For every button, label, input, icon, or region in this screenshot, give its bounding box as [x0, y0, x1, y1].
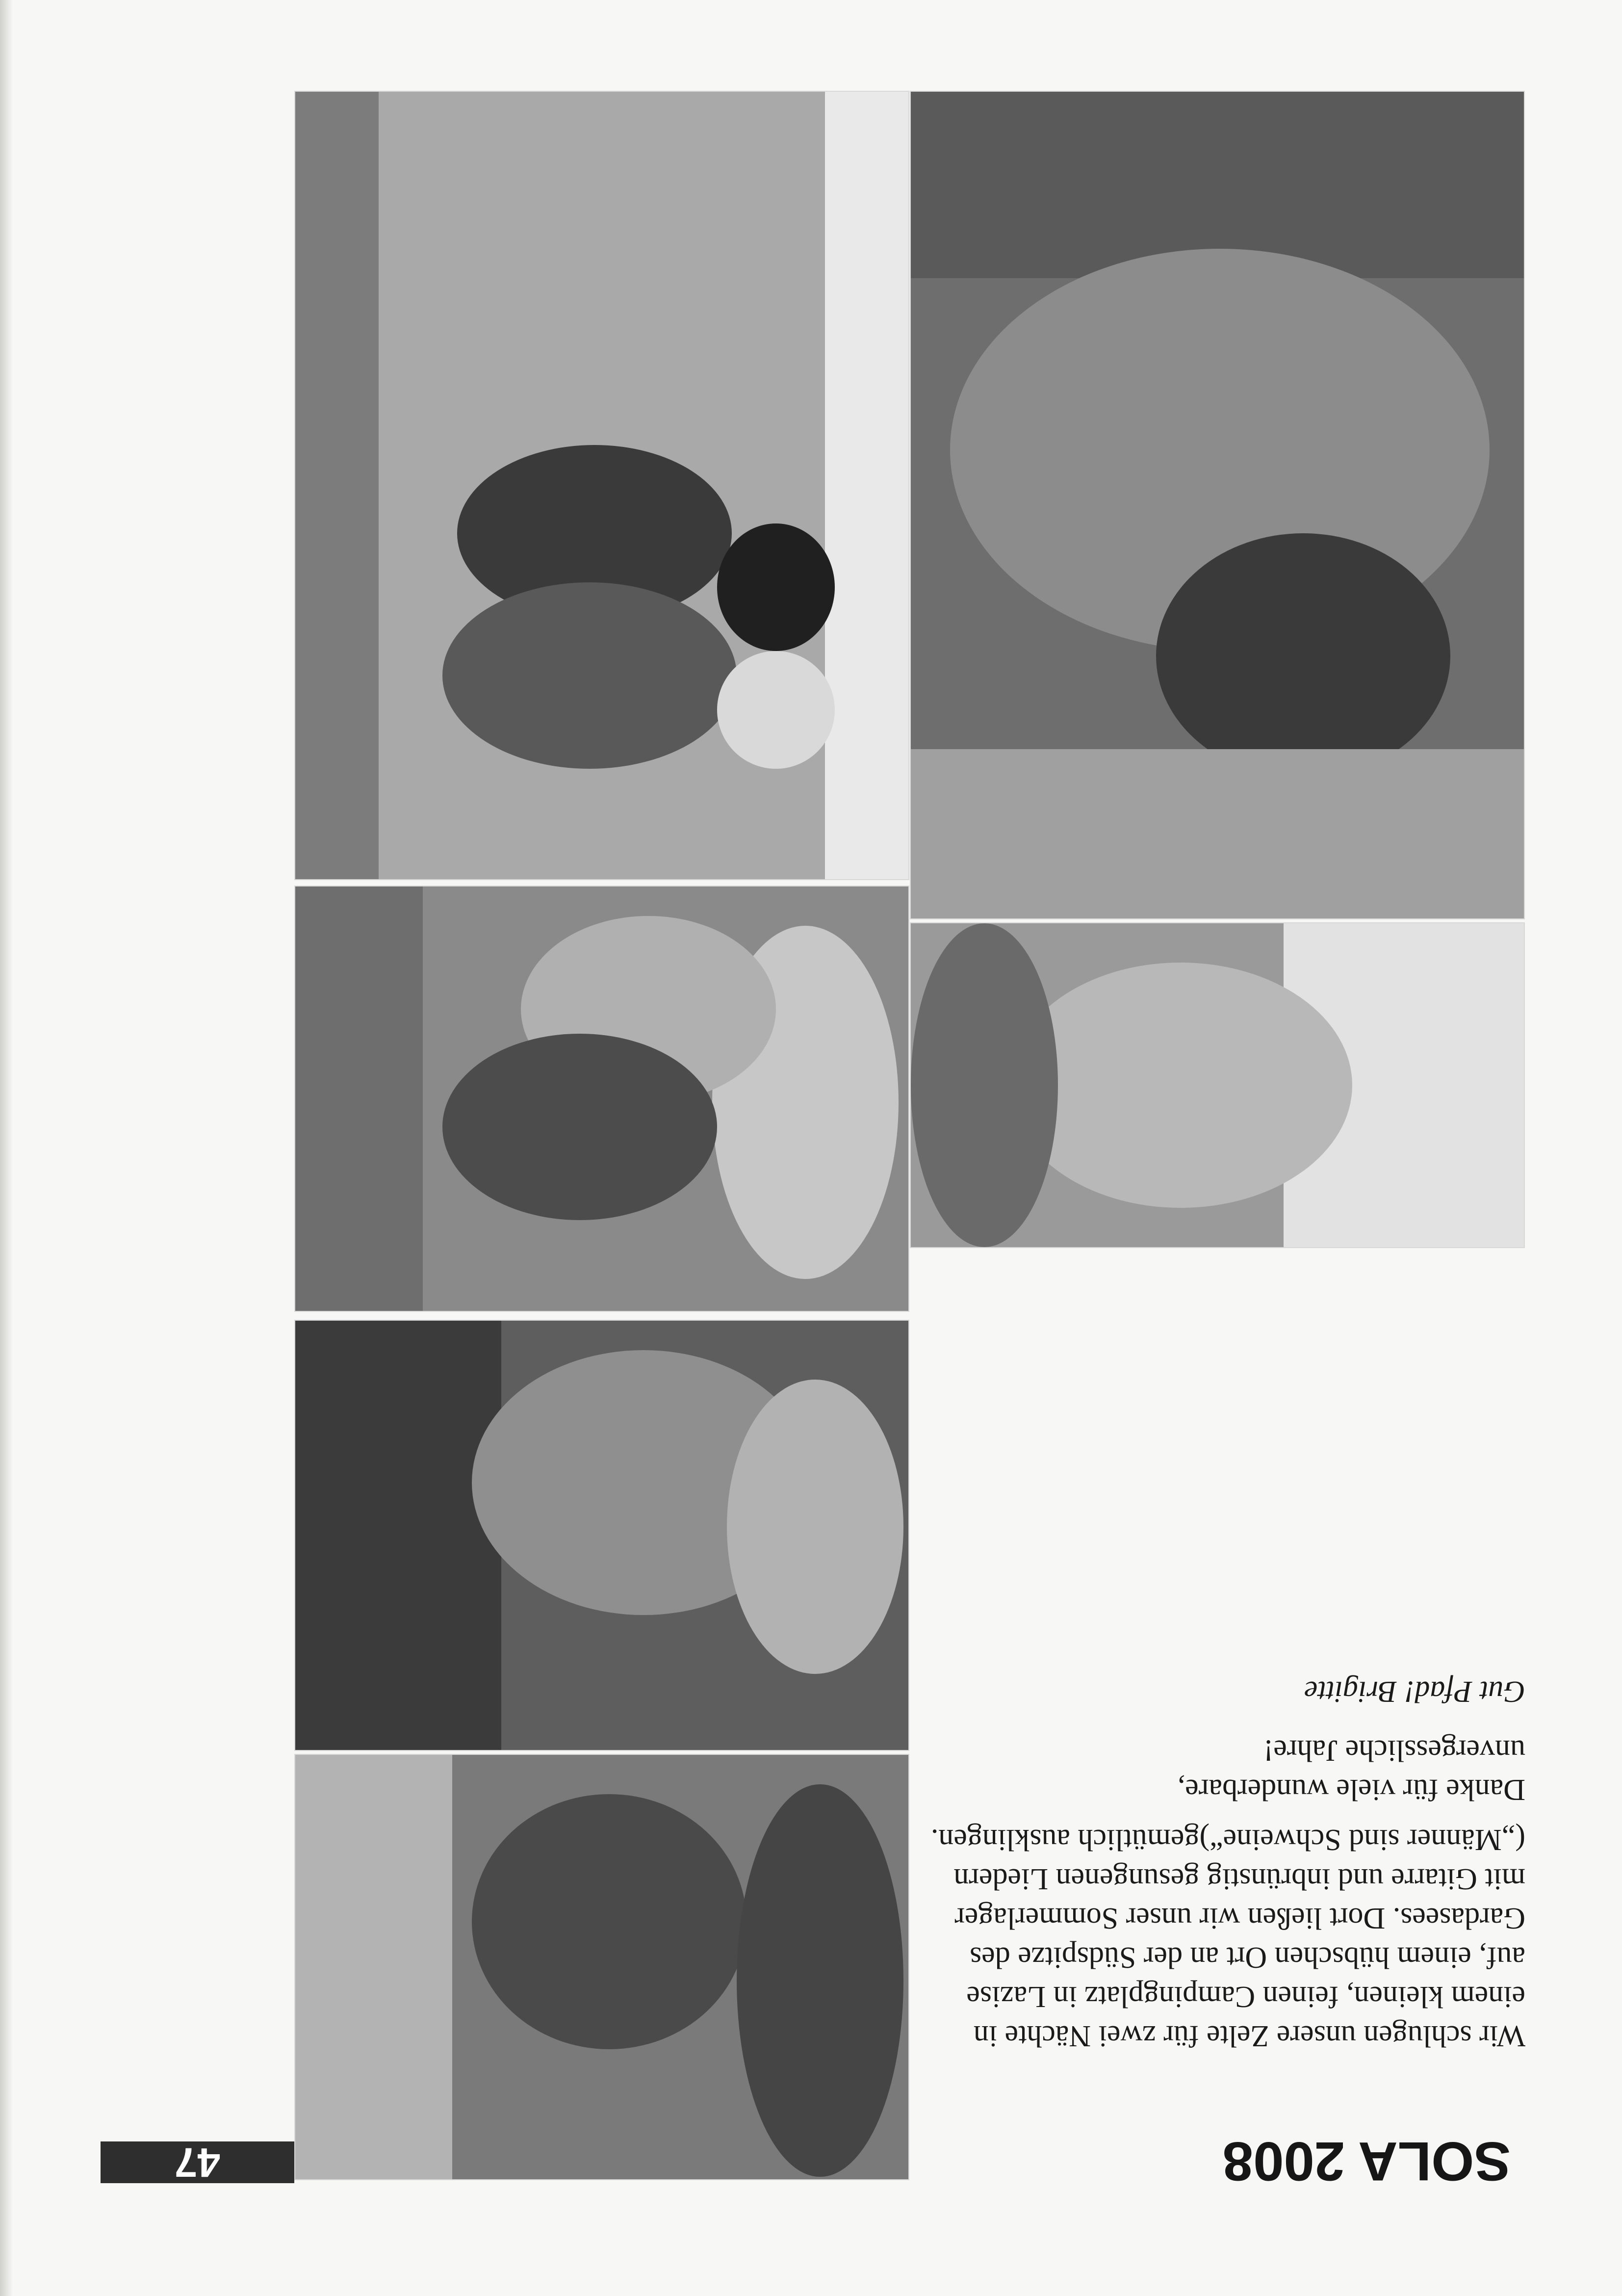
photo-two-girls-at-lakeshore-scan	[294, 91, 909, 880]
thanks-text	[922, 1731, 1525, 1809]
article-text-block	[922, 1653, 1525, 2056]
paragraph-line: mit Gitarre und inbrünstig gesungenen Liedern	[953, 1862, 1525, 1896]
paragraph-line: Gardasees. Dort ließen wir unser Sommerlager	[954, 1902, 1525, 1935]
page-number: 47	[174, 2139, 221, 2186]
photo-group-on-wooden-bridge-scan	[294, 1320, 909, 1751]
page-gutter	[0, 0, 13, 2296]
header-title: SOLA 2008	[1222, 2131, 1511, 2192]
photo-group-at-signpost-scan	[910, 91, 1525, 919]
thanks-line: unvergessliche Jahre!	[1263, 1734, 1525, 1767]
photo-pebbles	[295, 92, 379, 879]
photo-two-girls-hiking-scan	[294, 1754, 909, 2180]
paragraph-line: auf, einem hübschen Ort an der Südspitze des	[970, 1941, 1525, 1974]
paragraph-line: („Männer sind Schweine“)gemütlich ausklingen.	[930, 1823, 1525, 1856]
article-paragraph	[922, 1820, 1525, 2056]
paragraph-line: Wir schlugen unsere Zelte für zwei Nächte in	[973, 2019, 1525, 2053]
photo-girls-resting-on-tree-trunk-scan	[294, 886, 909, 1312]
signature: Gut Pfad! Brigitte	[1304, 1675, 1525, 1708]
paragraph-line: einem kleinen, feinen Campingplatz in Lazise	[966, 1980, 1525, 2013]
photo-mountain-valley-scan	[910, 922, 1525, 1248]
page-number-box	[101, 2139, 294, 2186]
thanks-line: Danke für viele wunderbare,	[1177, 1773, 1525, 1806]
photo-sky-band	[825, 92, 908, 879]
